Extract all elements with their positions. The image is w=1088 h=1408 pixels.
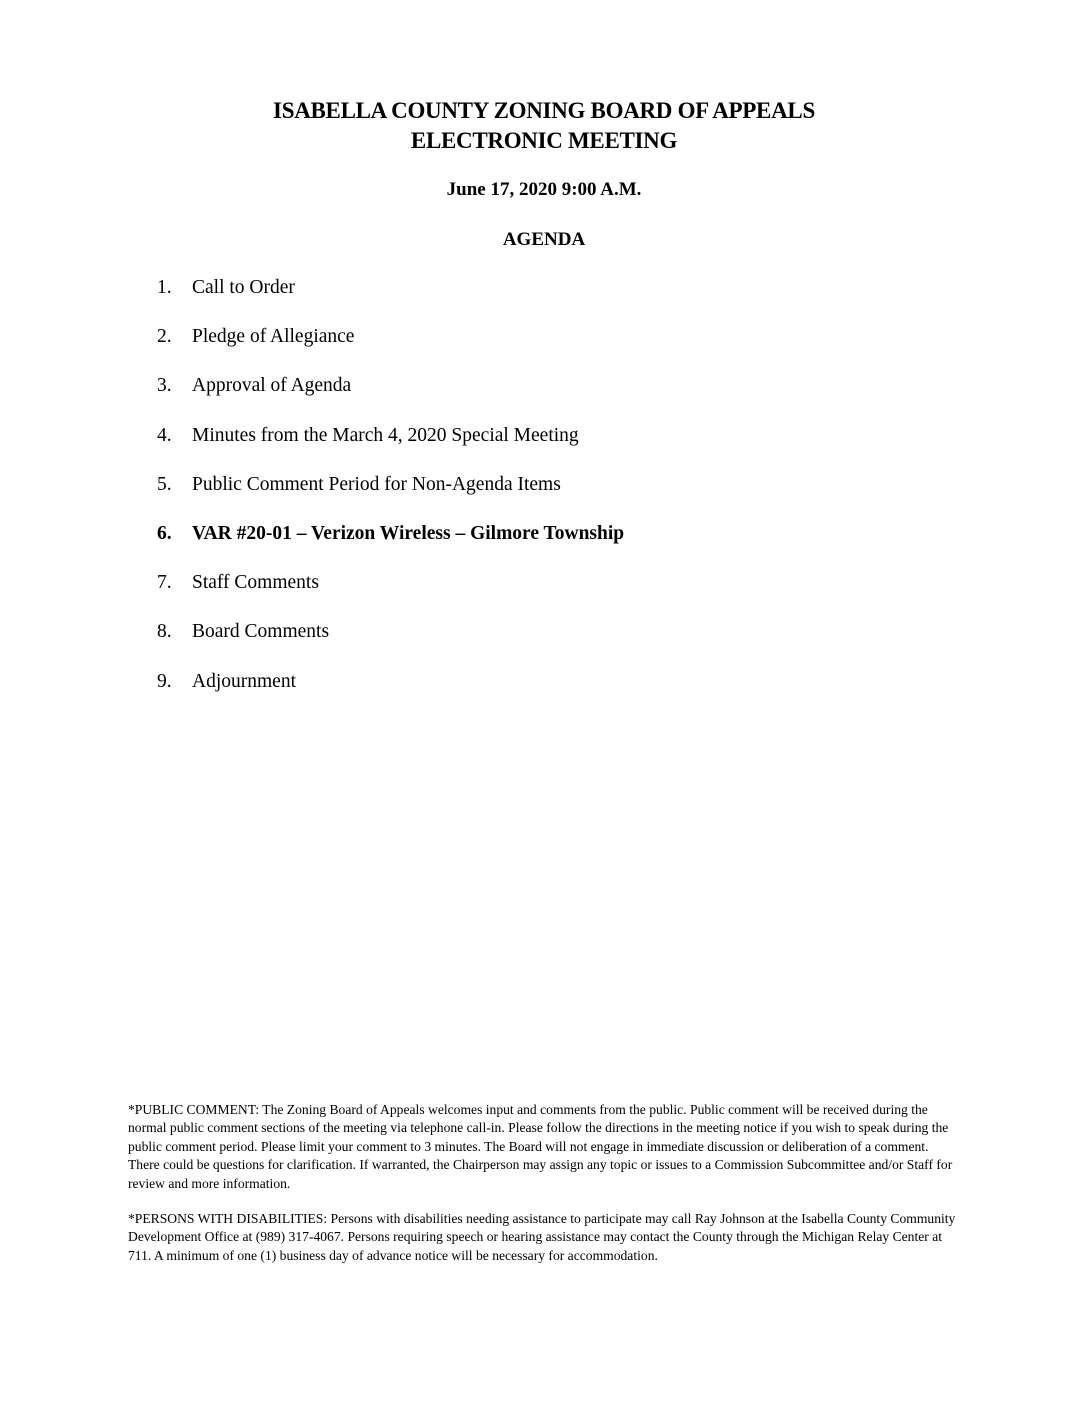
agenda-item	[157, 571, 624, 620]
public-comment-notice: *PUBLIC COMMENT: The Zoning Board of Appeals welcomes input and comments from the public. Public comment will be received during the normal public comment sections of the meeting via telephone call-in. Please follow the directions in the meeting notice if you wish to speak during the public comment period. Please limit your comment to 3 minutes. The Board will not engage in immediate discussion or deliberation of a comment. There could be questions for clarification. If warranted, the Chairperson may assign any topic or issues to a Commission Subcommittee and/or Staff for review and more information.	[128, 1101, 953, 1191]
agenda-item-label: Call to Order	[192, 277, 295, 298]
agenda-item-label: Public Comment Period for Non-Agenda Items	[192, 473, 561, 495]
agenda-item-label: Staff Comments	[192, 572, 319, 594]
agenda-item-label: Pledge of Allegiance	[192, 326, 355, 348]
agenda-item-number: 7.	[157, 572, 172, 594]
document-subtitle: ELECTRONIC MEETING	[410, 128, 678, 153]
agenda-item	[157, 325, 624, 374]
agenda-item-label: Minutes from the March 4, 2020 Special Meeting	[192, 424, 579, 446]
agenda-item-number: 5.	[157, 473, 172, 495]
meeting-date-time: June 17, 2020 9:00 A.M.	[446, 179, 642, 200]
agenda-item-number: 1.	[157, 277, 172, 298]
document-title: ISABELLA COUNTY ZONING BOARD OF APPEALS	[273, 98, 815, 123]
agenda-item-number: 2.	[157, 326, 172, 348]
agenda-item-number: 3.	[157, 375, 172, 397]
agenda-item	[157, 670, 624, 719]
agenda-item-number: 4.	[157, 424, 172, 446]
agenda-item	[157, 473, 624, 522]
agenda-item-number: 8.	[157, 621, 172, 643]
agenda-item	[157, 276, 624, 325]
agenda-item-label: Adjournment	[192, 670, 296, 692]
agenda-item	[157, 620, 624, 669]
agenda-item-variance	[157, 522, 624, 571]
agenda-heading: AGENDA	[502, 229, 586, 250]
disabilities-notice: *PERSONS WITH DISABILITIES: Persons with disabilities needing assistance to participate may call Ray Johnson at the Isabella County Community Development Office at (989) 317-4067. Persons requiring speech or hearing assistance may contact the County through the Michigan Relay Center at 711. A minimum of one (1) business day of advance notice will be necessary for accommodation.	[128, 1210, 956, 1263]
agenda-list	[157, 276, 624, 719]
agenda-item-number: 9.	[157, 670, 172, 692]
agenda-item	[157, 374, 624, 423]
agenda-item-label: VAR #20-01 – Verizon Wireless – Gilmore Township	[192, 522, 625, 544]
agenda-item-label: Board Comments	[192, 621, 330, 643]
agenda-item	[157, 424, 624, 473]
agenda-item-number: 6.	[157, 522, 172, 544]
agenda-item-label: Approval of Agenda	[192, 375, 352, 397]
